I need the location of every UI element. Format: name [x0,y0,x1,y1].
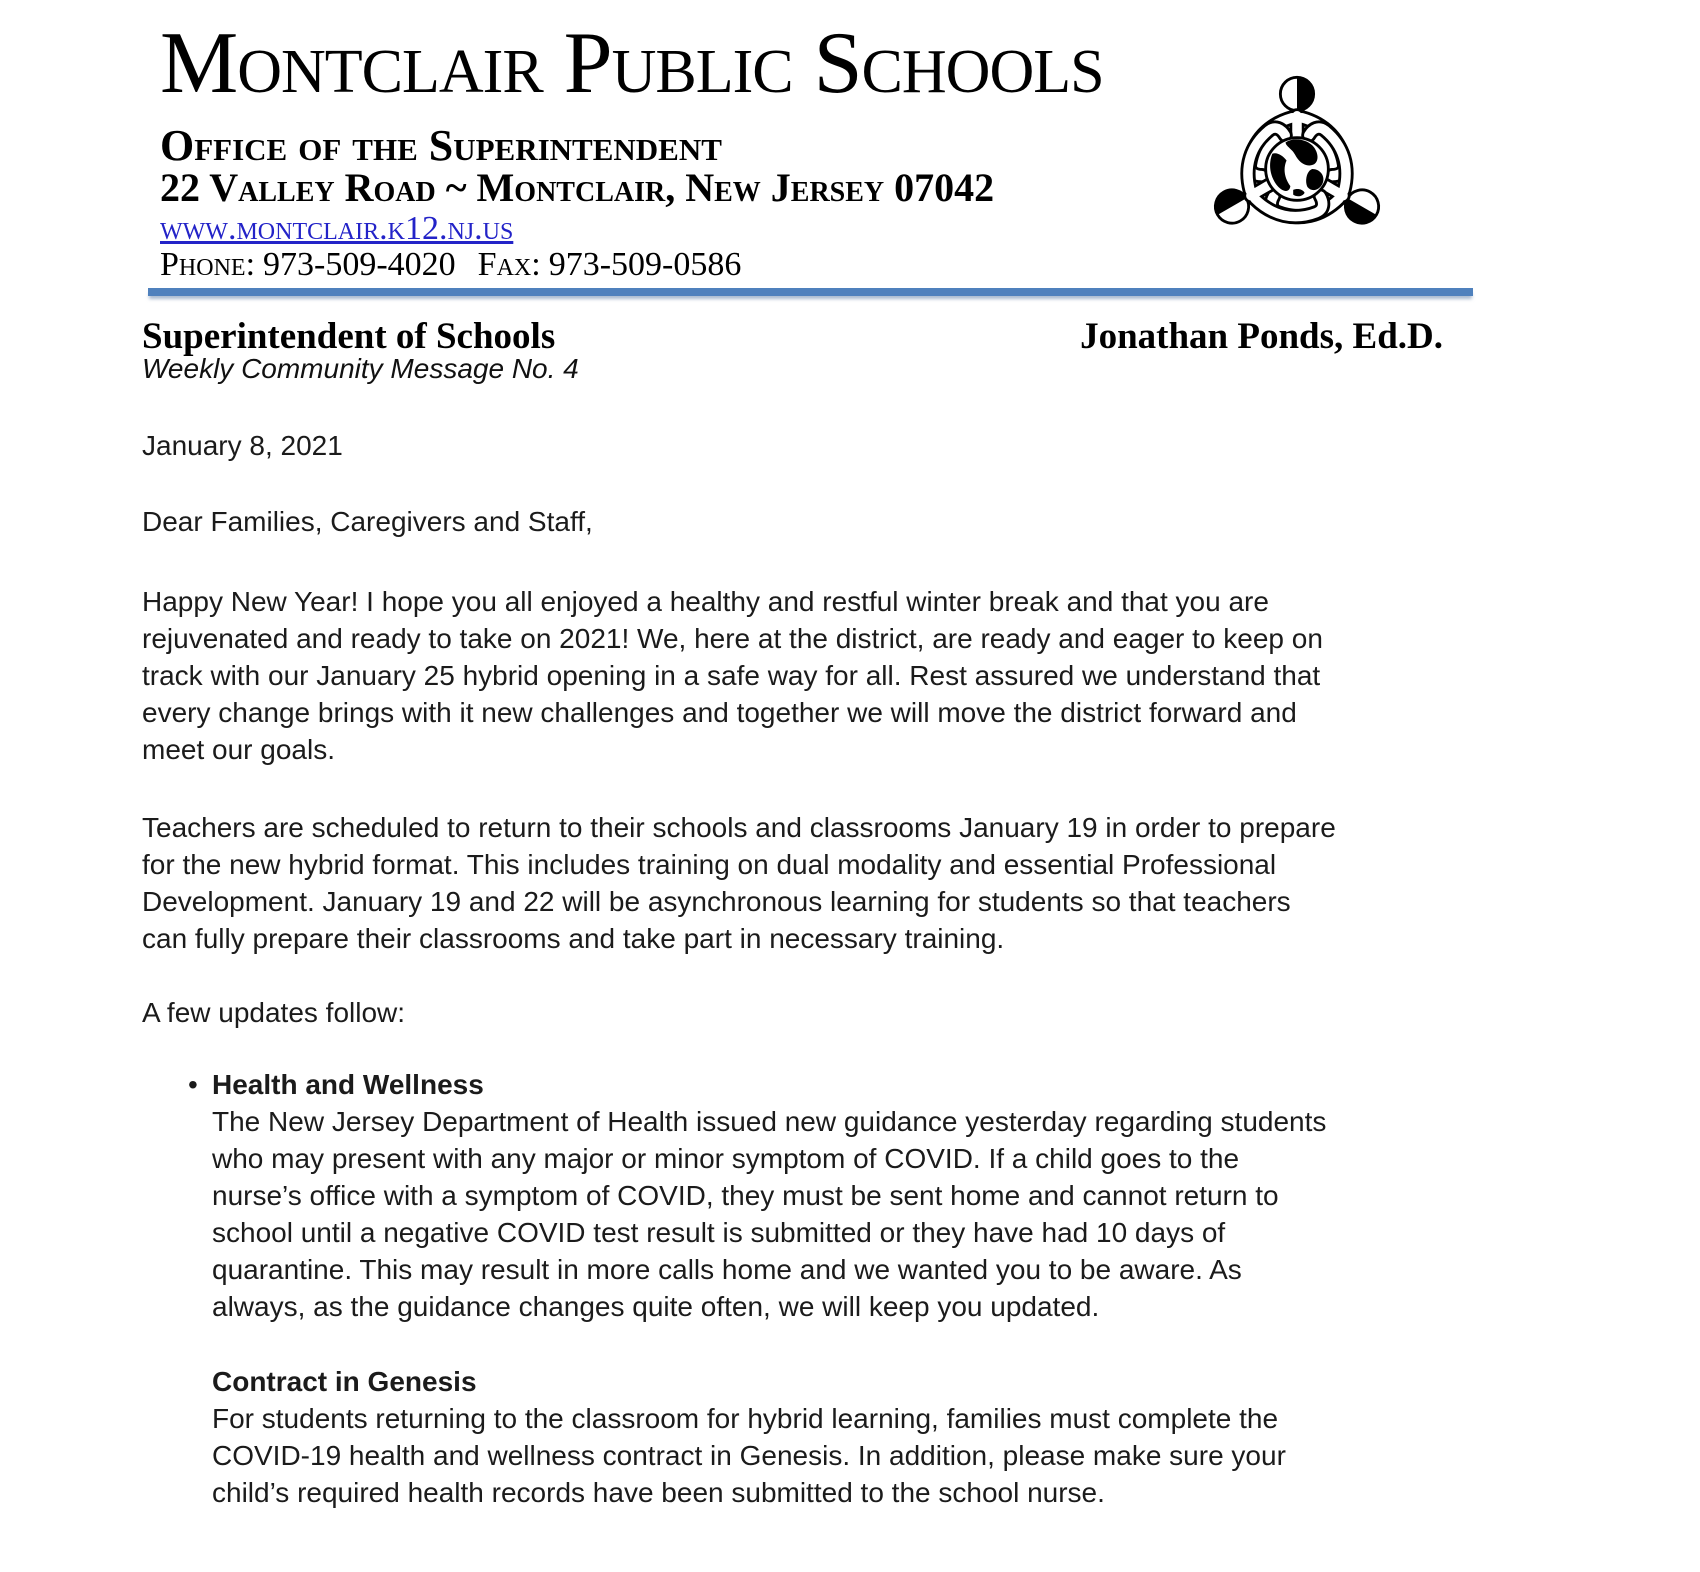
salutation: Dear Families, Caregivers and Staff, [142,506,593,537]
globe-icon [1266,138,1329,201]
school-name: Montclair Public Schools [160,15,1104,112]
paragraph: Teachers are scheduled to return to their schools and classrooms January 19 in order to prepare for the new hybrid format. This includes training on dual modality and essential Professional Development. January 19 and 22 will be asynchronous learning for students so that teachers can fully prepare their classrooms and take part in necessary training. [142,812,1336,954]
updates-intro: A few updates follow: [142,997,406,1028]
update-heading: Contract in Genesis [212,1366,477,1397]
update-body: The New Jersey Department of Health issued new guidance yesterday regarding students who may present with any major or minor symptom of COVID. If a child goes to the nurse’s office with a symptom of COVID, they must be sent home and cannot return to school until a negative COVID test result is submitted or they have had 10 days of quarantine. This may result in more calls home and we wanted you to be aware. As always, as the guidance changes quite often, we will keep you updated. [212,1106,1327,1322]
update-body: For students returning to the classroom for hybrid learning, families must complete the COVID-19 health and wellness contract in Genesis. In addition, please make sure your child’s required health records have been submitted to the school nurse. [212,1403,1286,1508]
phone-fax-line [160,248,1104,282]
update-heading: Health and Wellness [212,1069,484,1100]
update-item-health-and-wellness [188,1066,1330,1325]
phone-number: 973-509-4020 [263,246,456,283]
office-line: Office of the Superintendent [160,121,722,170]
fax-number: 973-509-0586 [548,246,742,283]
accent-rule [148,288,1473,296]
update-item-contract-in-genesis [212,1363,1330,1511]
fax-label: Fax: [477,246,541,283]
phone-label: Phone: [160,246,256,283]
masthead [142,318,1443,356]
role-title: Superintendent of Schools [142,316,556,357]
district-logo [1202,70,1392,268]
letter-date: January 8, 2021 [142,430,343,461]
letterhead [160,15,1104,283]
bullet-marker: • [188,1069,198,1100]
message-series: Weekly Community Message No. 4 [142,353,579,384]
address-line: 22 Valley Road ~ Montclair, New Jersey 07042 [160,165,995,210]
superintendent-name: Jonathan Ponds, Ed.D. [1080,316,1443,357]
update-content [212,1363,1330,1511]
update-content [212,1066,1330,1325]
website-link[interactable]: www.montclair.k12.nj.us [160,210,514,247]
paragraph: Happy New Year! I hope you all enjoyed a healthy and restful winter break and that you are rejuvenated and ready to take on 2021! We, here at the district, are ready and eager to keep on track with our January 25 hybrid opening in a safe way for all. Rest assured we understand that every change brings with it new challenges and together we will move the district forward and meet our goals. [142,586,1323,765]
